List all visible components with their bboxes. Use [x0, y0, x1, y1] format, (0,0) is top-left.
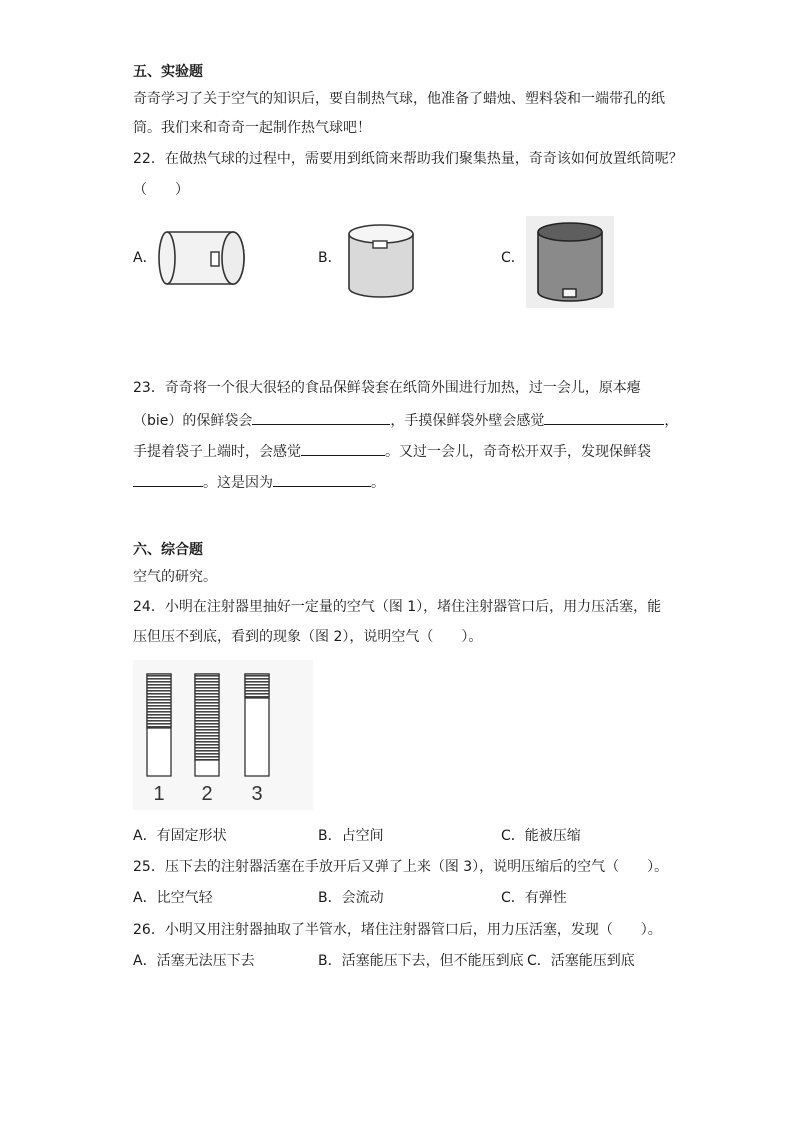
q25-option-b: B．会流动	[318, 890, 384, 906]
q24-line2: 压但压不到底，看到的现象（图 2），说明空气（ ）。	[133, 629, 483, 645]
q24-option-b: B．占空间	[318, 828, 384, 844]
q26-option-a: A．活塞无法压下去	[133, 953, 255, 969]
q23-blank-3[interactable]	[301, 441, 385, 456]
q23-line2-text-c: ，	[664, 413, 679, 429]
upright-cylinder-hole-top-figure	[345, 220, 417, 302]
q22-option-c-label: C．	[501, 250, 525, 266]
q25-option-c: C．有弹性	[501, 890, 567, 906]
q24-line1: 24．小明在注射器里抽好一定量的空气（图 1），堵住注射器管口后，用力压活塞，能	[133, 599, 662, 615]
syringe-1	[147, 674, 171, 776]
q23-line1: 23．奇奇将一个很大很轻的食品保鲜袋套在纸筒外围进行加热，过一会儿，原本瘪	[133, 380, 641, 396]
q23-line4-text-a: 。这是因为	[203, 475, 273, 491]
q26-stem: 26．小明又用注射器抽取了半管水，堵住注射器管口后，用力压活塞，发现（ ）。	[133, 922, 662, 938]
q23-line4-text-b: 。	[371, 475, 385, 491]
q24-option-c: C．能被压缩	[501, 828, 581, 844]
q23-line3-text-b: 。又过一会儿，奇奇松开双手，发现保鲜袋	[385, 444, 651, 460]
section5-intro-line2: 筒。我们来和奇奇一起制作热气球吧！	[133, 120, 371, 136]
q23-line2	[133, 410, 678, 431]
q25-option-a: A．比空气轻	[133, 890, 213, 906]
syringe-2	[195, 674, 219, 776]
q22-stem: 22．在做热气球的过程中，需要用到纸筒来帮助我们聚集热量，奇奇该如何放置纸筒呢？	[133, 151, 683, 167]
syringe-label-1: 1	[153, 783, 165, 805]
q23-blank-5[interactable]	[273, 472, 371, 487]
q23-line2-text-b: ，手摸保鲜袋外壁会感觉	[390, 413, 545, 429]
section6-intro: 空气的研究。	[133, 569, 217, 585]
q25-stem: 25．压下去的注射器活塞在手放开后又弹了上来（图 3），说明压缩后的空气（ ）。	[133, 859, 669, 875]
syringe-label-2: 2	[201, 783, 213, 805]
syringe-3	[245, 674, 269, 776]
q22-answer-paren: （ ）	[133, 182, 189, 198]
q26-option-b: B．活塞能压下去，但不能压到底	[318, 953, 524, 969]
q23-line3-text-a: 手提着袋子上端时，会感觉	[133, 444, 301, 460]
section5-heading: 五、实验题	[133, 64, 203, 80]
q23-blank-1[interactable]	[252, 410, 390, 425]
q23-line3	[133, 441, 651, 462]
q23-line4	[133, 472, 385, 493]
q22-option-b-label: B．	[318, 250, 342, 266]
q26-option-c: C．活塞能压到底	[527, 953, 635, 969]
q22-option-a-label: A．	[133, 250, 157, 266]
q23-blank-4[interactable]	[133, 472, 203, 487]
section5-intro-line1: 奇奇学习了关于空气的知识后，要自制热气球，他准备了蜡烛、塑料袋和一端带孔的纸	[133, 91, 665, 107]
section6-heading: 六、综合题	[133, 542, 203, 558]
q23-blank-2[interactable]	[544, 410, 664, 425]
q24-option-a: A．有固定形状	[133, 828, 227, 844]
syringe-figures	[133, 660, 313, 810]
horizontal-cylinder-figure	[155, 222, 250, 294]
upright-cylinder-hole-bottom-figure	[526, 216, 614, 308]
syringe-label-3: 3	[251, 783, 263, 805]
q23-line2-text-a: （bie）的保鲜袋会	[133, 413, 253, 429]
